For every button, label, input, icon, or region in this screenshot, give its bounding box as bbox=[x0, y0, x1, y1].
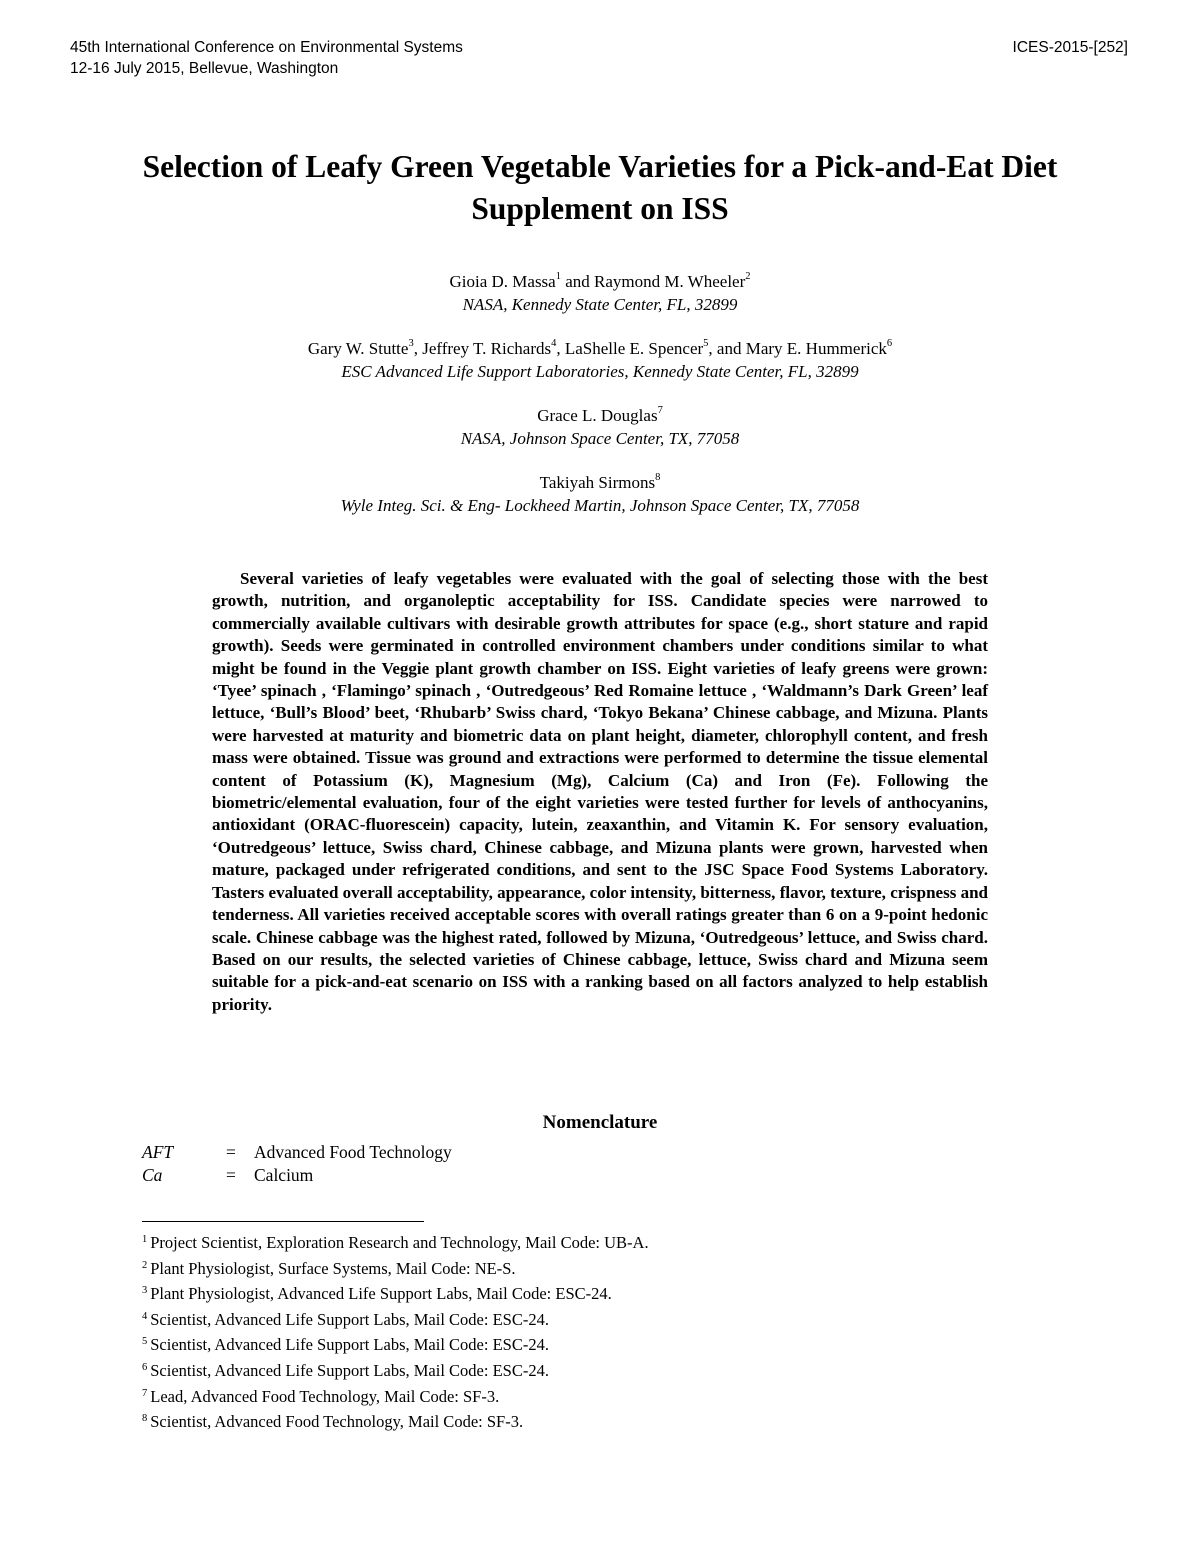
footnote bbox=[142, 1360, 649, 1386]
author-affiliation: NASA, Kennedy State Center, FL, 32899 bbox=[462, 295, 738, 314]
author-names bbox=[100, 337, 1100, 360]
footnote bbox=[142, 1334, 649, 1360]
footnote-number: 6 bbox=[142, 1361, 148, 1373]
author-separator: and bbox=[560, 272, 595, 291]
footnote-number: 3 bbox=[142, 1285, 148, 1297]
author-footnote-marker: 1 bbox=[555, 271, 561, 283]
author-affiliation: NASA, Johnson Space Center, TX, 77058 bbox=[460, 429, 740, 448]
author-name: Grace L. Douglas bbox=[537, 406, 658, 425]
nomenclature-heading: Nomenclature bbox=[542, 1112, 658, 1133]
author-group bbox=[100, 404, 1100, 450]
conference-name: 45th International Conference on Environmental Systems bbox=[70, 39, 463, 56]
author-footnote-marker: 4 bbox=[551, 338, 557, 350]
author-name: Raymond M. Wheeler bbox=[594, 272, 746, 291]
author-separator: , and bbox=[708, 339, 746, 358]
nomenclature-equals: = bbox=[226, 1142, 236, 1162]
nomenclature-equals: = bbox=[226, 1165, 236, 1185]
author-footnote-marker: 3 bbox=[408, 338, 414, 350]
running-header-left bbox=[70, 37, 463, 79]
footnote-number: 7 bbox=[142, 1387, 148, 1399]
author-affiliation: Wyle Integ. Sci. & Eng- Lockheed Martin, Johnson Space Center, TX, 77058 bbox=[340, 496, 860, 515]
footnote-number: 4 bbox=[142, 1310, 148, 1322]
footnote bbox=[142, 1258, 649, 1284]
footnote-number: 2 bbox=[142, 1259, 148, 1271]
paper-id: ICES-2015-[252] bbox=[1012, 39, 1128, 56]
footnote-text: Scientist, Advanced Life Support Labs, Mail Code: ESC-24. bbox=[150, 1309, 549, 1329]
author-name: Jeffrey T. Richards bbox=[422, 339, 552, 358]
abstract: Several varieties of leafy vegetables were evaluated with the goal of selecting those with the best growth, nutrition, and organoleptic acceptability for ISS. Candidate species were narrowed to commercially available cultivars with desirable growth attributes for space (e.g., short stature and rapid growth). Seeds were germinated in controlled environment chambers under conditions similar to what might be found in the Veggie plant growth chamber on ISS. Eight varieties of leafy greens were grown: ‘Tyee’ spinach , ‘Flamingo’ spinach , ‘Outredgeous’ Red Romaine lettuce , ‘Waldmann’s Dark Green’ leaf lettuce, ‘Bull’s Blood’ beet, ‘Rhubarb’ Swiss chard, ‘Tokyo Bekana’ Chinese cabbage, and Mizuna. Plants were harvested at maturity and biometric data on plant height, diameter, chlorophyll content, and fresh mass were obtained. Tissue was ground and extractions were performed to determine the tissue elemental content of Potassium (K), Magnesium (Mg), Calcium (Ca) and Iron (Fe). Following the biometric/elemental evaluation, four of the eight varieties were tested further for levels of anthocyanins, antioxidant (ORAC-fluorescein) capacity, lutein, zeaxanthin, and Vitamin K. For sensory evaluation, ‘Outredgeous’ lettuce, Swiss chard, Chinese cabbage, and Mizuna plants were grown, harvested when mature, packaged under refrigerated conditions, and sent to the JSC Space Food Systems Laboratory. Tasters evaluated overall acceptability, appearance, color intensity, bitterness, flavor, texture, crispness and tenderness. All varieties received acceptable scores with overall ratings greater than 6 on a 9-point hedonic scale. Chinese cabbage was the highest rated, followed by Mizuna, ‘Outredgeous’ lettuce, and Swiss chard. Based on our results, the selected varieties of Chinese cabbage, lettuce, Swiss chard and Mizuna seem suitable for a pick-and-eat scenario on ISS with a ranking based on all factors analyzed to help establish priority. bbox=[212, 569, 988, 1014]
nomenclature-abbreviation: AFT bbox=[142, 1142, 174, 1162]
conference-date-location: 12-16 July 2015, Bellevue, Washington bbox=[70, 60, 339, 77]
author-group bbox=[100, 337, 1100, 383]
footnote-text: Lead, Advanced Food Technology, Mail Code: SF-3. bbox=[150, 1386, 500, 1406]
footnote bbox=[142, 1411, 649, 1437]
footnote-number: 1 bbox=[142, 1234, 148, 1245]
author-list bbox=[100, 270, 1100, 538]
paper-title: Selection of Leafy Green Vegetable Varieties for a Pick-and-Eat Diet Supplement on ISS bbox=[142, 149, 1058, 226]
footnote-divider bbox=[142, 1221, 424, 1222]
nomenclature-list bbox=[142, 1141, 452, 1187]
footnote-list bbox=[142, 1232, 649, 1437]
footnote bbox=[142, 1283, 649, 1309]
footnote-text: Scientist, Advanced Life Support Labs, Mail Code: ESC-24. bbox=[150, 1335, 549, 1355]
author-group bbox=[100, 270, 1100, 316]
footnote bbox=[142, 1232, 649, 1258]
author-names bbox=[100, 270, 1100, 293]
author-affiliation: ESC Advanced Life Support Laboratories, Kennedy State Center, FL, 32899 bbox=[341, 362, 859, 381]
author-names bbox=[100, 404, 1100, 427]
footnote-text: Plant Physiologist, Surface Systems, Mail Code: NE-S. bbox=[150, 1258, 516, 1278]
author-footnote-marker: 8 bbox=[655, 472, 661, 484]
author-footnote-marker: 5 bbox=[703, 338, 709, 350]
author-separator: , bbox=[413, 339, 423, 358]
footnote bbox=[142, 1386, 649, 1412]
footnote bbox=[142, 1309, 649, 1335]
author-names bbox=[100, 471, 1100, 494]
nomenclature-definition: Calcium bbox=[254, 1165, 314, 1185]
author-name: Takiyah Sirmons bbox=[539, 473, 656, 492]
footnote-text: Plant Physiologist, Advanced Life Support Labs, Mail Code: ESC-24. bbox=[150, 1284, 612, 1304]
footnote-number: 8 bbox=[142, 1413, 148, 1425]
running-header-right bbox=[1013, 37, 1128, 58]
footnote-text: Scientist, Advanced Life Support Labs, Mail Code: ESC-24. bbox=[150, 1360, 549, 1380]
author-name: LaShelle E. Spencer bbox=[564, 339, 704, 358]
author-footnote-marker: 7 bbox=[657, 405, 663, 417]
author-group bbox=[100, 471, 1100, 517]
footnote-number: 5 bbox=[142, 1336, 148, 1348]
author-name: Gioia D. Massa bbox=[449, 272, 556, 291]
nomenclature-entry bbox=[142, 1164, 452, 1187]
author-name: Gary W. Stutte bbox=[307, 339, 409, 358]
nomenclature-definition: Advanced Food Technology bbox=[254, 1142, 452, 1162]
author-footnote-marker: 2 bbox=[745, 271, 751, 283]
author-name: Mary E. Hummerick bbox=[745, 339, 887, 358]
nomenclature-entry bbox=[142, 1141, 452, 1164]
nomenclature-abbreviation: Ca bbox=[142, 1165, 163, 1185]
footnote-text: Project Scientist, Exploration Research and Technology, Mail Code: UB-A. bbox=[150, 1233, 649, 1252]
author-separator: , bbox=[556, 339, 565, 358]
footnote-text: Scientist, Advanced Food Technology, Mail Code: SF-3. bbox=[150, 1412, 524, 1432]
author-footnote-marker: 6 bbox=[886, 338, 893, 350]
